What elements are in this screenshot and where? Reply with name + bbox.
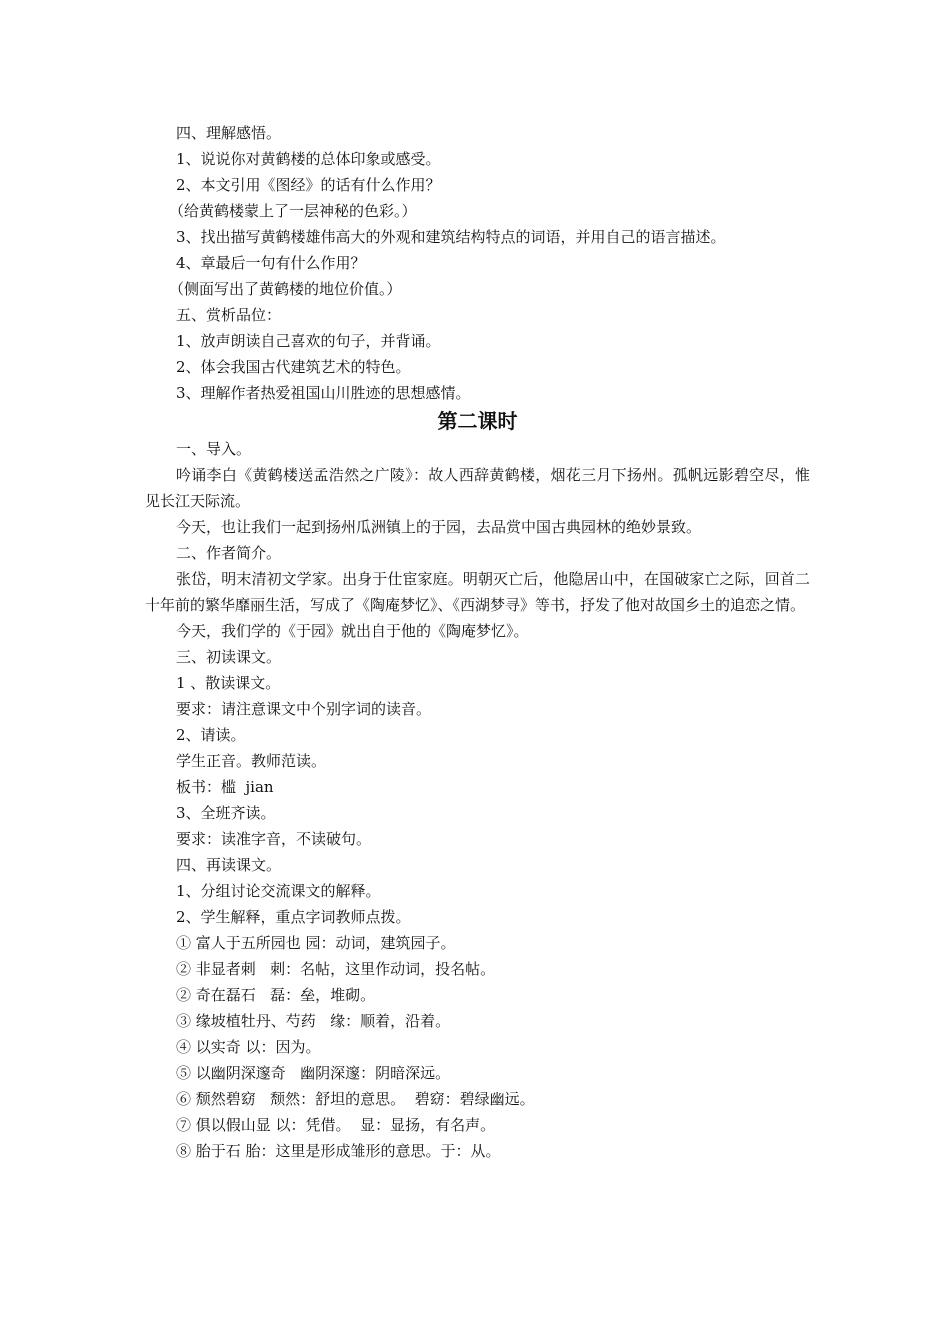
text-line: 4、章最后一句有什么作用？ <box>176 254 366 272</box>
list-item: ⑤ 以幽阴深邃奇 幽阴深邃：阴暗深远。 <box>176 1064 451 1082</box>
text-line: 2、本文引用《图经》的话有什么作用？ <box>176 176 441 194</box>
paragraph: 张岱，明末清初文学家。出身于仕宦家庭。明朝灭亡后，他隐居山中，在国破家亡之际，回首二十年前的繁华靡丽生活，写成了《陶庵梦忆》、《西湖梦寻》等书，抒发了他对故国乡土的追恋之情。 <box>145 570 810 614</box>
list-item: ④ 以实奇 以：因为。 <box>176 1038 321 1056</box>
paragraph: 今天，也让我们一起到扬州瓜洲镇上的于园，去品赏中国古典园林的绝妙景致。 <box>176 518 702 536</box>
text-line: （给黄鹤楼蒙上了一层神秘的色彩。） <box>169 202 417 220</box>
text-line: 二、作者简介。 <box>176 544 282 562</box>
text-line: 四、再读课文。 <box>176 856 282 874</box>
text-line: 1、分组讨论交流课文的解释。 <box>176 882 381 900</box>
list-item: ② 非显者刺 刺：名帖，这里作动词，投名帖。 <box>176 960 496 978</box>
text-line: 要求：读准字音，不读破句。 <box>176 830 372 848</box>
text-line: 学生正音。教师范读。 <box>176 752 327 770</box>
text-line: （侧面写出了黄鹤楼的地位价值。） <box>169 280 402 298</box>
lesson-heading: 第二课时 <box>437 409 518 433</box>
list-item: ⑦ 俱以假山显 以：凭借。 显：显扬，有名声。 <box>176 1116 496 1134</box>
text-line: 四、理解感悟。 <box>176 124 282 142</box>
text-line: 3、全班齐读。 <box>176 804 276 822</box>
list-item: ⑥ 颓然碧窈 颓然：舒坦的意思。 碧窈：碧绿幽远。 <box>176 1090 535 1108</box>
text-line: 2、体会我国古代建筑艺术的特色。 <box>176 358 411 376</box>
document-page <box>145 120 810 1164</box>
text-line: 3、理解作者热爱祖国山川胜迹的思想感情。 <box>176 384 471 402</box>
text-line: 要求：请注意课文中个别字词的读音。 <box>176 700 432 718</box>
text-line: 三、初读课文。 <box>176 648 282 666</box>
paragraph: 吟诵李白《黄鹤楼送孟浩然之广陵》：故人西辞黄鹤楼，烟花三月下扬州。孤帆远影碧空尽，惟见长江天际流。 <box>145 466 810 510</box>
paragraph: 今天，我们学的《于园》就出自于他的《陶庵梦忆》。 <box>176 622 529 640</box>
list-item: ② 奇在磊石 磊：垒，堆砌。 <box>176 986 376 1004</box>
text-line: 2、学生解释，重点字词教师点拨。 <box>176 908 411 926</box>
text-line: 一、导入。 <box>176 440 252 458</box>
text-line: 2、请读。 <box>176 726 246 744</box>
text-line: 1、放声朗读自己喜欢的句子，并背诵。 <box>176 332 441 350</box>
text-line: 1 、散读课文。 <box>176 674 281 692</box>
list-item: ① 富人于五所园也 园：动词，建筑园子。 <box>176 934 456 952</box>
text-line: 五、赏析品位： <box>176 306 282 324</box>
text-line: 板书：槛 jian <box>176 778 274 796</box>
text-line: 3、找出描写黄鹤楼雄伟高大的外观和建筑结构特点的词语，并用自己的语言描述。 <box>176 228 726 246</box>
text-line: 1、说说你对黄鹤楼的总体印象或感受。 <box>176 150 441 168</box>
list-item: ③ 缘坡植牡丹、芍药 缘：顺着，沿着。 <box>176 1012 451 1030</box>
list-item: ⑧ 胎于石 胎：这里是形成雏形的意思。于：从。 <box>176 1142 501 1160</box>
